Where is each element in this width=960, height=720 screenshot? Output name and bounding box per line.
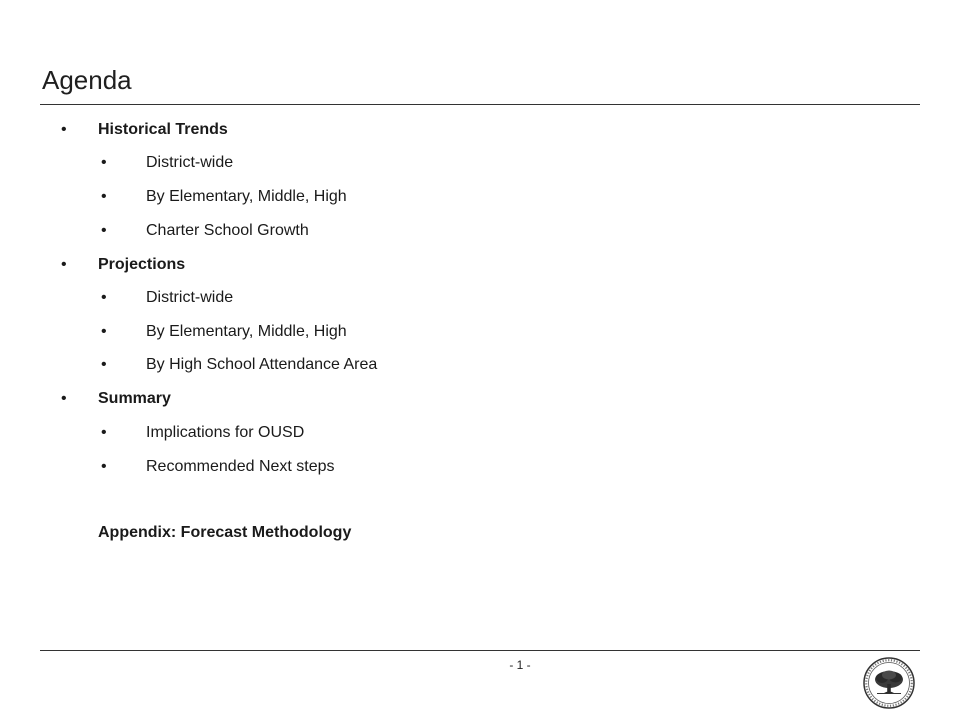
bullet-icon: • (101, 154, 107, 171)
appendix-label: Appendix: Forecast Methodology (98, 524, 352, 541)
bullet-icon: • (101, 289, 107, 306)
bullet-icon: • (101, 356, 107, 373)
footer-divider (40, 650, 920, 651)
section-label: Projections (98, 256, 186, 273)
bullet-icon: • (101, 424, 107, 441)
item-label: By High School Attendance Area (146, 356, 378, 373)
bullet-icon: • (61, 256, 67, 273)
oak-tree-seal-icon (862, 656, 916, 710)
section-label: Summary (98, 390, 171, 407)
section-label: Historical Trends (98, 121, 228, 138)
bullet-icon: • (101, 188, 107, 205)
bullet-icon: • (61, 390, 67, 407)
bullet-icon: • (101, 458, 107, 475)
title-divider (40, 104, 920, 105)
page-number: - 1 - (509, 658, 531, 672)
item-label: By Elementary, Middle, High (146, 188, 347, 205)
item-label: Implications for OUSD (146, 424, 305, 441)
bullet-icon: • (101, 323, 107, 340)
item-label: By Elementary, Middle, High (146, 323, 347, 340)
item-label: District-wide (146, 289, 234, 306)
bullet-icon: • (101, 222, 107, 239)
item-label: Recommended Next steps (146, 458, 335, 475)
bullet-icon: • (61, 121, 67, 138)
item-label: Charter School Growth (146, 222, 309, 239)
slide-title: Agenda (42, 65, 132, 95)
item-label: District-wide (146, 154, 234, 171)
